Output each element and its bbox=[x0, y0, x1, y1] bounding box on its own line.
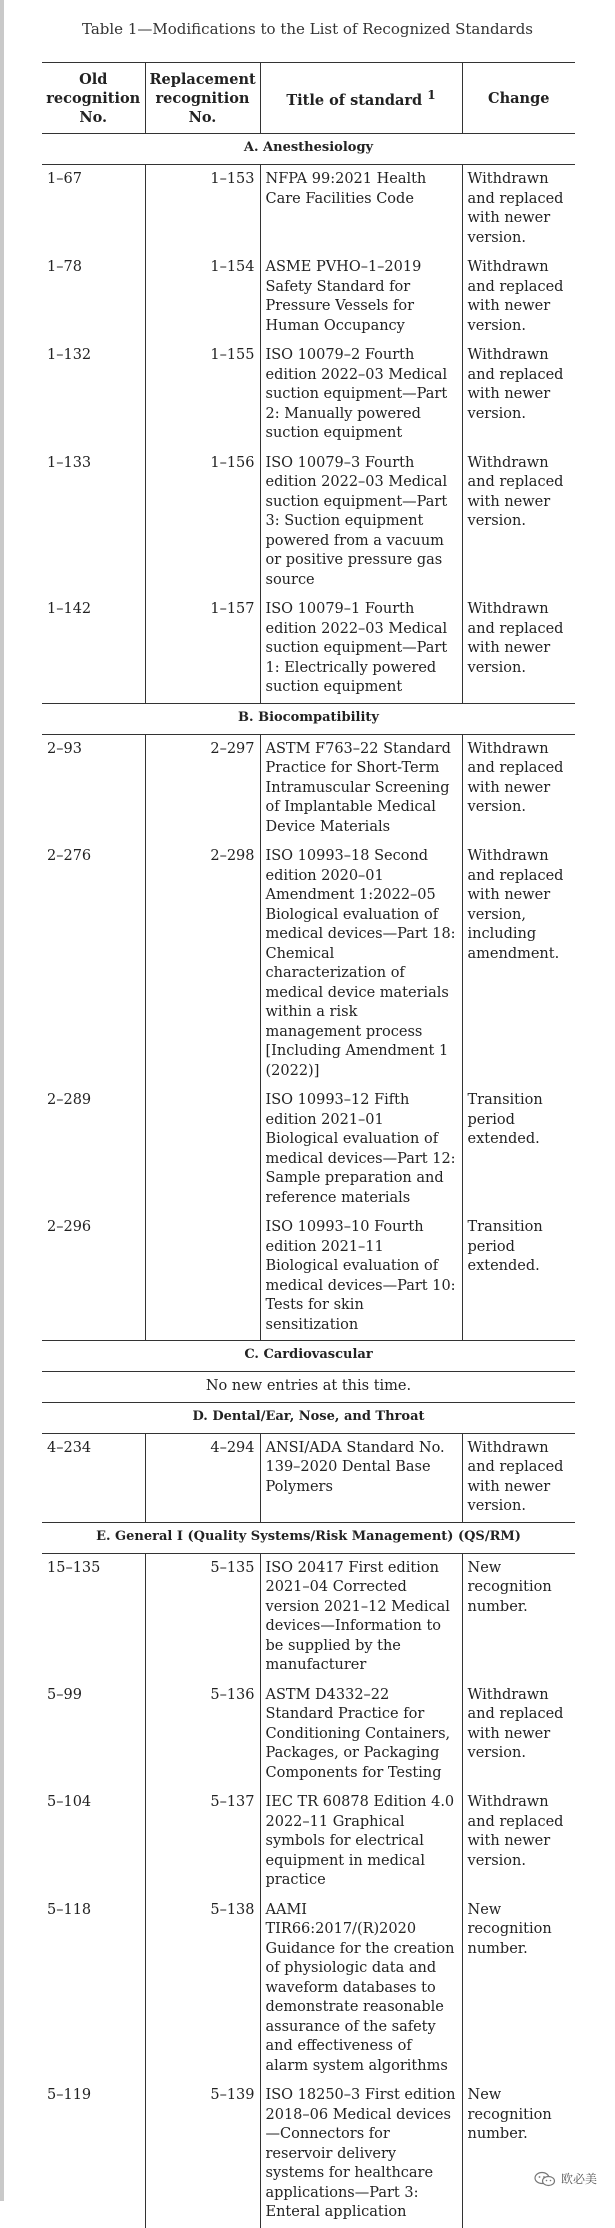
wechat-icon bbox=[534, 2171, 556, 2187]
header-old-recognition: Old recognition No. bbox=[42, 63, 145, 134]
table-row bbox=[42, 842, 575, 1086]
replacement-recognition-no: 5–135 bbox=[145, 1553, 260, 1681]
old-recognition-no: 5–99 bbox=[47, 1686, 82, 1703]
change-description: Withdrawn and replaced with newer version. bbox=[462, 1788, 575, 1896]
table-caption: Table 1—Modifications to the List of Recognized Standards bbox=[82, 20, 533, 38]
old-recognition-no: 5–119 bbox=[47, 2087, 92, 2103]
old-recognition-no: 5–118 bbox=[47, 1901, 92, 1918]
header-title bbox=[260, 63, 462, 134]
standard-title: IEC TR 60878 Edition 4.0 2022–11 Graphical symbols for electrical equipment in medical practice bbox=[260, 1788, 462, 1896]
change-description: Withdrawn and replaced with newer version. bbox=[462, 734, 575, 842]
old-recognition-no: 2–93 bbox=[47, 740, 82, 757]
table-row bbox=[42, 165, 575, 254]
change-description: Withdrawn and replaced with newer version. bbox=[462, 341, 575, 449]
replacement-recognition-no: 5–137 bbox=[145, 1788, 260, 1896]
standard-title: ASTM F763–22 Standard Practice for Short-Term Intramuscular Screening of Implantable Medical Device Materials bbox=[260, 734, 462, 842]
standard-title: ISO 20417 First edition 2021–04 Corrected version 2021–12 Medical devices—Information to be supplied by the manufacturer bbox=[260, 1553, 462, 1681]
change-description: Withdrawn and replaced with newer version. bbox=[462, 1681, 575, 1789]
standard-title: ANSI/ADA Standard No. 139–2020 Dental Base Polymers bbox=[260, 1433, 462, 1522]
change-description: Withdrawn and replaced with newer version. bbox=[462, 449, 575, 596]
table-row bbox=[42, 1896, 575, 2082]
table-row bbox=[42, 2081, 575, 2228]
old-recognition-no: 1–142 bbox=[42, 595, 145, 703]
section-header-row bbox=[42, 1522, 575, 1553]
section-header-row bbox=[42, 134, 575, 165]
header-change: Change bbox=[462, 63, 575, 134]
section-title: B. Biocompatibility bbox=[42, 703, 575, 734]
change-description: Transition period extended. bbox=[462, 1213, 575, 1341]
replacement-recognition-no bbox=[145, 1086, 260, 1213]
change-description: Withdrawn and replaced with newer version. bbox=[462, 165, 575, 254]
table-row bbox=[42, 595, 575, 703]
table-row bbox=[42, 1553, 575, 1681]
replacement-recognition-no: 1–156 bbox=[145, 449, 260, 596]
replacement-recognition-no bbox=[145, 1213, 260, 1341]
old-recognition-no: 2–289 bbox=[47, 1092, 92, 1108]
replacement-recognition-no: 1–153 bbox=[145, 165, 260, 254]
table-row bbox=[42, 1213, 575, 1341]
standard-title: ISO 10079–2 Fourth edition 2022–03 Medical suction equipment—Part 2: Manually powered suction equipment bbox=[260, 341, 462, 449]
change-description: New recognition number. bbox=[462, 1553, 575, 1681]
section-title: A. Anesthesiology bbox=[42, 134, 575, 165]
replacement-recognition-no: 5–139 bbox=[145, 2081, 260, 2228]
change-description: New recognition number. bbox=[462, 2081, 575, 2228]
table-row bbox=[42, 449, 575, 596]
standard-title: ISO 10993–18 Second edition 2020–01 Amendment 1:2022–05 Biological evaluation of medical devices—Part 18: Chemical characterization of medical device materials within a risk management process [Including Amendment 1 (2022)] bbox=[260, 842, 462, 1086]
section-title: E. General I (Quality Systems/Risk Management) (QS/RM) bbox=[42, 1522, 575, 1553]
standard-title: ISO 10079–3 Fourth edition 2022–03 Medical suction equipment—Part 3: Suction equipment powered from a vacuum or positive pressure gas source bbox=[260, 449, 462, 596]
old-recognition-no: 2–276 bbox=[47, 848, 92, 864]
section-title: C. Cardiovascular bbox=[42, 1341, 575, 1372]
old-recognition-no: 5–104 bbox=[47, 1794, 92, 1810]
table-body bbox=[42, 134, 575, 2228]
table-row bbox=[42, 1788, 575, 1896]
change-description: Withdrawn and replaced with newer version. bbox=[462, 595, 575, 703]
old-recognition-no: 1–78 bbox=[47, 259, 82, 275]
replacement-recognition-no: 1–157 bbox=[145, 595, 260, 703]
old-recognition-no: 2–296 bbox=[42, 1213, 145, 1341]
replacement-recognition-no: 5–136 bbox=[145, 1681, 260, 1789]
old-recognition-no: 4–234 bbox=[42, 1433, 145, 1522]
standard-title: ISO 18250–3 First edition 2018–06 Medical devices—Connectors for reservoir delivery systems for healthcare applications—Part 3: Enteral application bbox=[260, 2081, 462, 2228]
standard-title: AAMI TIR66:2017/(R)2020 Guidance for the creation of physiologic data and waveform databases to demonstrate reasonable assurance of the safety and effectiveness of alarm system algorithms bbox=[260, 1896, 462, 2082]
table-row bbox=[42, 1086, 575, 1213]
section-header-row bbox=[42, 1341, 575, 1372]
section-header-row bbox=[42, 703, 575, 734]
replacement-recognition-no: 5–138 bbox=[145, 1896, 260, 2082]
standard-title: ASME PVHO–1–2019 Safety Standard for Pressure Vessels for Human Occupancy bbox=[260, 253, 462, 341]
standard-title: NFPA 99:2021 Health Care Facilities Code bbox=[260, 165, 462, 254]
change-description: Withdrawn and replaced with newer version. bbox=[462, 253, 575, 341]
change-description: Transition period extended. bbox=[462, 1086, 575, 1213]
replacement-recognition-no: 1–154 bbox=[145, 253, 260, 341]
table-row bbox=[42, 341, 575, 449]
old-recognition-no: 15–135 bbox=[47, 1559, 101, 1576]
replacement-recognition-no: 4–294 bbox=[145, 1433, 260, 1522]
change-description: New recognition number. bbox=[462, 1896, 575, 2082]
replacement-recognition-no: 2–298 bbox=[145, 842, 260, 1086]
standard-title: ISO 10993–10 Fourth edition 2021–11 Biological evaluation of medical devices—Part 10: Tests for skin sensitization bbox=[260, 1213, 462, 1341]
old-recognition-no: 1–133 bbox=[47, 454, 92, 471]
page-left-rule bbox=[0, 0, 4, 2201]
replacement-recognition-no: 2–297 bbox=[145, 734, 260, 842]
replacement-recognition-no: 1–155 bbox=[145, 341, 260, 449]
section-title: D. Dental/Ear, Nose, and Throat bbox=[42, 1402, 575, 1433]
header-title-label: Title of standard bbox=[286, 91, 423, 109]
standards-table bbox=[42, 62, 575, 2228]
table-row bbox=[42, 253, 575, 341]
section-note-row bbox=[42, 1372, 575, 1403]
standard-title: ASTM D4332–22 Standard Practice for Conditioning Containers, Packages, or Packaging Components for Testing bbox=[260, 1681, 462, 1789]
old-recognition-no: 1–67 bbox=[47, 171, 82, 187]
standard-title: ISO 10079–1 Fourth edition 2022–03 Medical suction equipment—Part 1: Electrically powered suction equipment bbox=[260, 595, 462, 703]
section-header-row bbox=[42, 1402, 575, 1433]
watermark-text: 欧必美 bbox=[560, 2172, 597, 2186]
change-description: Withdrawn and replaced with newer version. bbox=[462, 1433, 575, 1522]
header-replacement-recognition: Replacement recognition No. bbox=[145, 63, 260, 134]
header-title-footnote: 1 bbox=[427, 88, 436, 103]
table-row bbox=[42, 1433, 575, 1522]
watermark bbox=[530, 2168, 601, 2189]
change-description: Withdrawn and replaced with newer version, including amendment. bbox=[462, 842, 575, 1086]
header-row bbox=[42, 63, 575, 134]
section-note: No new entries at this time. bbox=[42, 1372, 575, 1403]
old-recognition-no: 1–132 bbox=[47, 347, 92, 363]
table-row bbox=[42, 1681, 575, 1789]
standard-title: ISO 10993–12 Fifth edition 2021–01 Biological evaluation of medical devices—Part 12: Sample preparation and reference materials bbox=[260, 1086, 462, 1213]
table-row bbox=[42, 734, 575, 842]
